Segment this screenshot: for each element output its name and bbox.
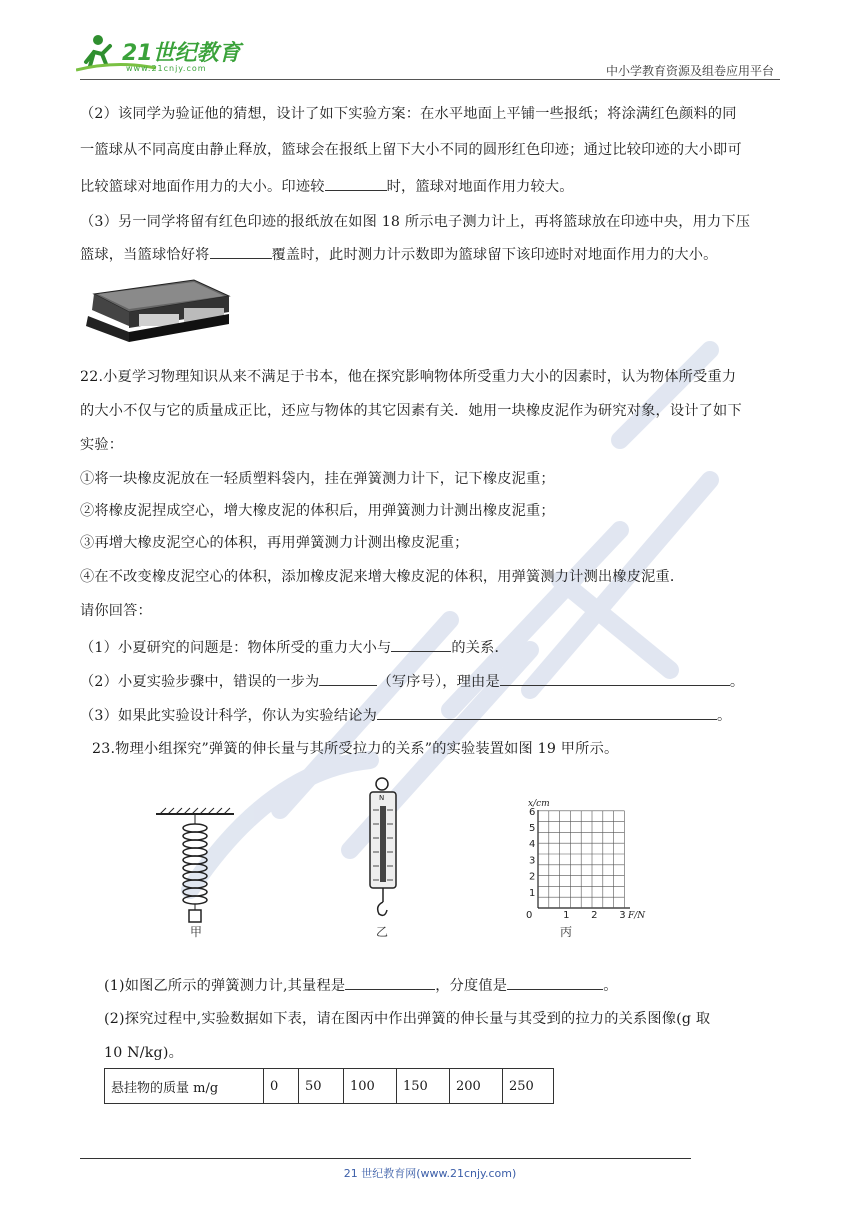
q23-line1: 23.物理小组探究”弹簧的伸长量与其所受拉力的关系”的实验装置如图 19 甲所示。 — [92, 741, 619, 757]
q22-answer3 — [80, 705, 731, 726]
q21-p2-line2: 一篮球从不同高度由静止释放，篮球会在报纸上留下大小不同的圆形红色印迹；通过比较印迹的大小即可 — [80, 142, 742, 158]
q21-p2-text-b: 时，篮球对地面作用力较大。 — [386, 179, 574, 195]
graph-y-label: x/cm — [528, 799, 550, 809]
q23-q2-line2: 10 N/kg)。 — [104, 1045, 183, 1061]
q22-answer2 — [80, 671, 744, 692]
answer-blank[interactable] — [391, 637, 451, 652]
x-tick-label: 3 — [619, 910, 626, 921]
mass-data-table — [104, 1068, 554, 1104]
graph-x-label: F/N — [628, 911, 646, 921]
q22-ask: 请你回答： — [80, 603, 152, 619]
q22-step1: ①将一块橡皮泥放在一轻质塑料袋内，挂在弹簧测力计下，记下橡皮泥重； — [80, 471, 555, 487]
q21-p3-line1: （3）另一同学将留有红色印迹的报纸放在如图 18 所示电子测力计上，再将篮球放在印迹中央，用力下压 — [80, 214, 751, 230]
logo-url: www.21cnjy.com — [126, 64, 207, 73]
q21-p3-line2 — [80, 244, 718, 265]
table-header-cell: 悬挂物的质量 m/g — [105, 1069, 264, 1104]
q23-q1 — [104, 975, 618, 996]
answer-blank[interactable] — [210, 244, 272, 259]
table-cell: 150 — [397, 1069, 450, 1104]
site-logo — [76, 30, 246, 76]
q22-line3: 实验： — [80, 437, 124, 453]
figure-19 — [150, 772, 650, 952]
y-tick-label: 2 — [529, 871, 536, 883]
q22-a3-end: 。 — [716, 708, 732, 724]
fig-caption-yi: 乙 — [376, 925, 389, 939]
answer-blank[interactable] — [500, 671, 730, 686]
y-tick-label: 4 — [529, 839, 536, 851]
y-tick-label: 6 — [529, 806, 536, 818]
answer-blank[interactable] — [507, 975, 603, 990]
q22-answer1 — [80, 637, 509, 658]
electronic-scale-figure — [84, 276, 234, 348]
q22-line2: 的大小不仅与它的质量成正比，还应与物体的其它因素有关．她用一块橡皮泥作为研究对象，设计了如下 — [80, 403, 742, 419]
logo-text: 21世纪教育 — [122, 41, 241, 66]
x-tick-label: 1 — [563, 910, 570, 921]
q22-a1-end: 的关系． — [451, 640, 509, 656]
q22-a3-text: （3）如果此实验设计科学，你认为实验结论为 — [80, 708, 377, 724]
answer-blank[interactable] — [345, 975, 435, 990]
q22-a1-text: （1）小夏研究的问题是：物体所受的重力大小与 — [80, 640, 392, 656]
table-cell: 250 — [503, 1069, 554, 1104]
q23-q2-line1: (2)探究过程中,实验数据如下表，请在图丙中作出弹簧的伸长量与其受到的拉力的关系图像(g 取 — [104, 1011, 711, 1027]
q23-q1-text: (1)如图乙所示的弹簧测力计,其量程是 — [104, 978, 346, 994]
q22-step4: ④在不改变橡皮泥空心的体积，添加橡皮泥来增大橡皮泥的体积，用弹簧测力计测出橡皮泥重． — [80, 569, 685, 585]
q21-p2-text-a: 比较篮球对地面作用力的大小。印迹较 — [80, 179, 325, 195]
blank-graph-figure — [538, 810, 630, 908]
q21-p3-text-b: 覆盖时，此时测力计示数即为篮球留下该印迹时对地面作用力的大小。 — [271, 247, 718, 263]
graph-origin: 0 — [526, 910, 533, 921]
header-divider — [80, 79, 780, 80]
answer-blank[interactable] — [325, 176, 387, 191]
footer-link[interactable]: 21 世纪教育网(www.21cnjy.com) — [343, 1167, 517, 1180]
q21-p2-line1: （2）该同学为验证他的猜想，设计了如下实验方案：在水平地面上平铺一些报纸；将涂满红色颜料的同 — [80, 106, 737, 122]
table-cell: 200 — [450, 1069, 503, 1104]
y-tick-label: 1 — [529, 887, 536, 899]
q22-step2: ②将橡皮泥捏成空心，增大橡皮泥的体积后，用弹簧测力计测出橡皮泥重； — [80, 503, 555, 519]
footer-divider — [80, 1158, 691, 1159]
q22-step3: ③再增大橡皮泥空心的体积，再用弹簧测力计测出橡皮泥重； — [80, 535, 469, 551]
answer-blank[interactable] — [377, 705, 717, 720]
fig-caption-jia: 甲 — [190, 925, 203, 939]
table-cell: 0 — [264, 1069, 299, 1104]
table-cell: 50 — [299, 1069, 344, 1104]
q22-a2-mid: （写序号），理由是 — [377, 674, 500, 690]
q22-line1: 22.小夏学习物理知识从来不满足于书本，他在探究影响物体所受重力大小的因素时，认为物体所受重力 — [80, 369, 737, 385]
y-tick-label: 5 — [529, 823, 536, 834]
x-tick-label: 2 — [591, 910, 598, 921]
answer-blank[interactable] — [319, 671, 377, 686]
spring-apparatus-figure — [156, 808, 234, 922]
fig-caption-bing: 丙 — [560, 925, 573, 939]
q23-q1-end: 。 — [603, 978, 618, 994]
q21-p2-line3 — [80, 176, 574, 197]
scale-top-label: N — [379, 794, 385, 802]
header-tagline: 中小学教育资源及组卷应用平台 — [605, 64, 774, 78]
q21-p3-text-a: 篮球，当篮球恰好将 — [80, 247, 210, 263]
table-cell: 100 — [344, 1069, 397, 1104]
y-tick-label: 3 — [529, 855, 536, 867]
q22-a2-end: 。 — [729, 674, 745, 690]
q22-a2-text: （2）小夏实验步骤中，错误的一步为 — [80, 674, 320, 690]
table-row — [105, 1069, 554, 1104]
q23-q1-mid: ，分度值是 — [435, 978, 508, 994]
